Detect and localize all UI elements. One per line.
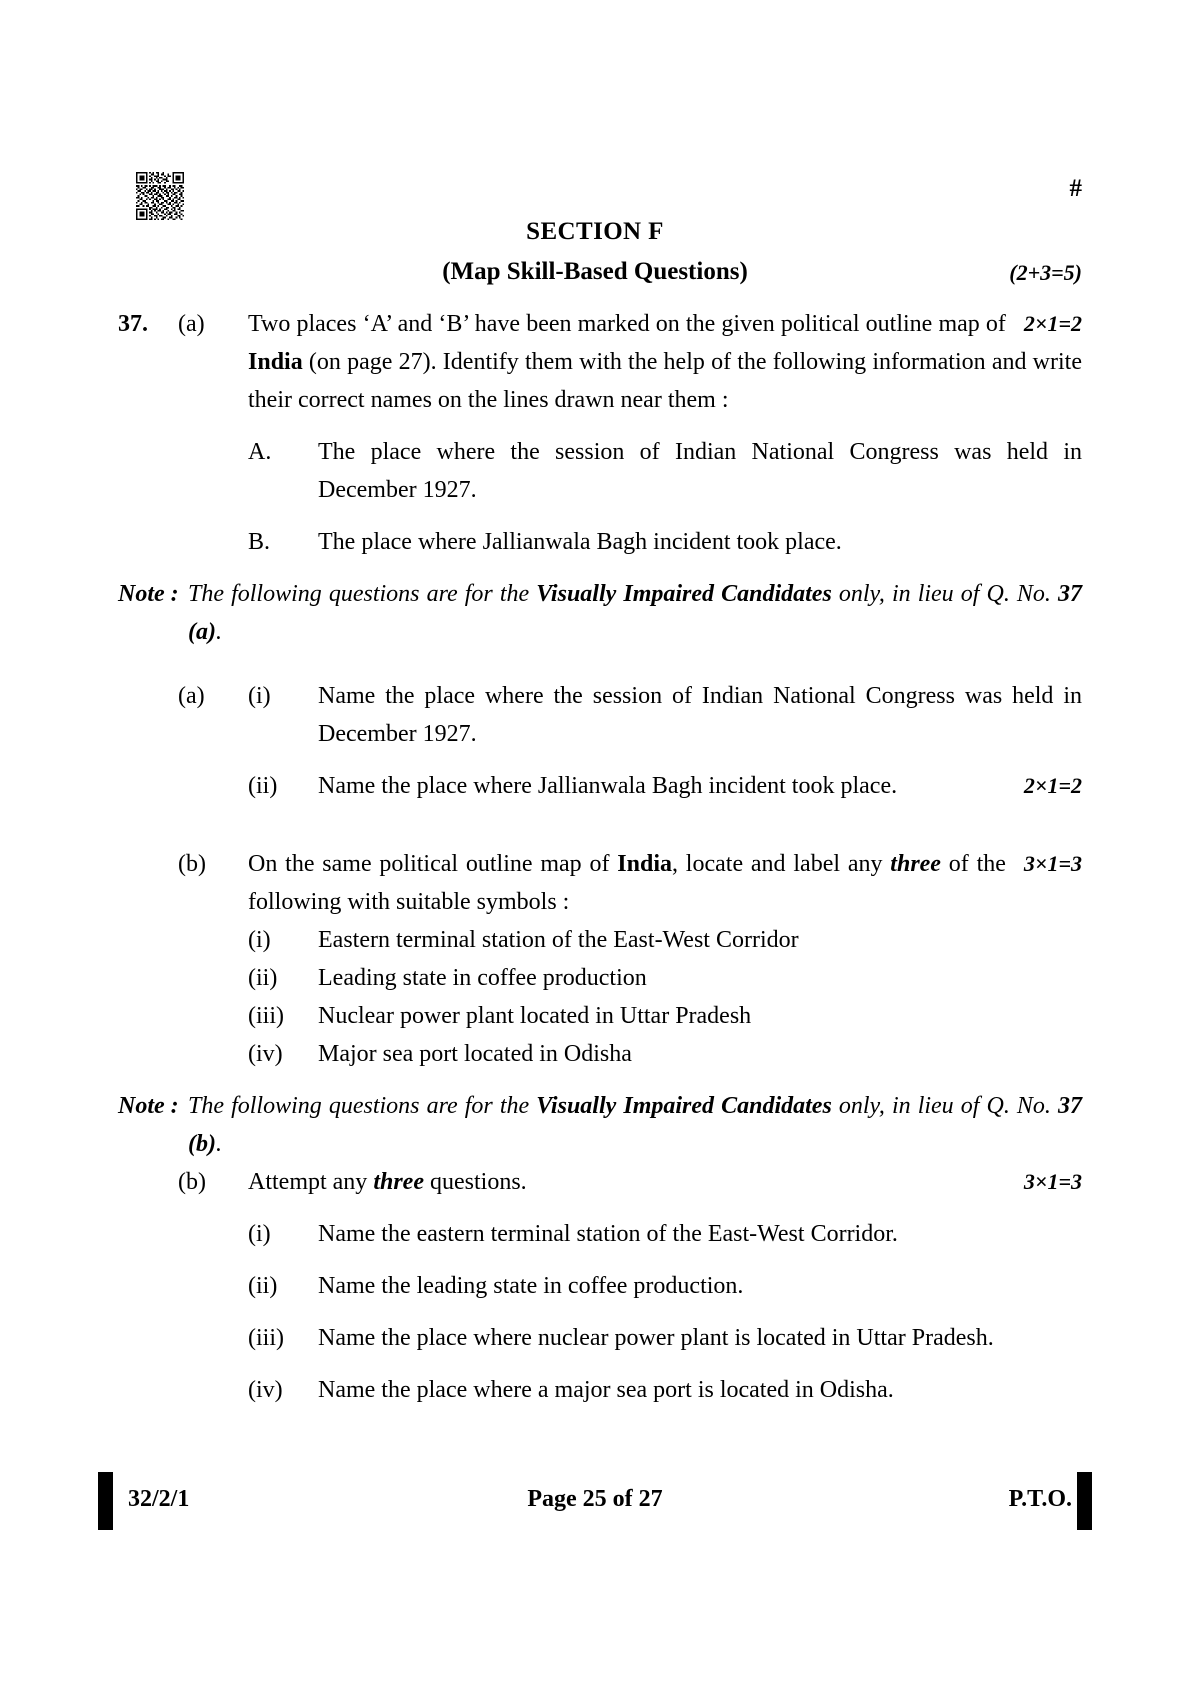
question-37b-item-iii (0, 997, 1190, 1035)
alt-b-item-text-iii: Name the place where nuclear power plant is located in Uttar Pradesh. (318, 1325, 994, 1351)
q37a-text-part1: Two places ‘A’ and ‘B’ have been marked on the given political outline map of (248, 311, 1006, 337)
q37a-text-part2: (on page 27). Identify them with the help of the following information and write their correct names on the lines drawn near them : (248, 349, 1082, 413)
question-37b (0, 845, 1190, 921)
page-number: Page 25 of 27 (527, 1486, 663, 1512)
question-number: 37. (118, 311, 148, 337)
alt-b-label: (b) (178, 1169, 206, 1195)
alt-a-ii-body: Name the place where Jallianwala Bagh incident took place. (318, 773, 898, 799)
note-b-emphasis: Visually Impaired Candidates (536, 1093, 832, 1119)
page-footer (0, 1472, 1190, 1532)
question-content (0, 305, 1190, 1409)
b-item-label-ii: (ii) (248, 965, 278, 991)
alt-b-item-label-ii: (ii) (248, 1273, 278, 1299)
note-b-text2: only, in lieu of Q. No. (831, 1093, 1058, 1119)
note-b-ref: 37 (b) (188, 1093, 1082, 1157)
alt-a-i-label: (i) (248, 683, 271, 709)
question-37 (0, 305, 1190, 419)
note-a-emphasis: Visually Impaired Candidates (536, 581, 832, 607)
alt-question-b-item-iv (0, 1371, 1190, 1409)
b-item-text-ii: Leading state in coffee production (318, 965, 647, 991)
alt-b-heading2: questions. (423, 1169, 527, 1195)
alt-question-a-i (0, 677, 1190, 753)
q37a-india-bold: India (248, 349, 303, 375)
b-item-text-i: Eastern terminal station of the East-West Corridor (318, 927, 799, 953)
question-37a-text (248, 305, 1082, 419)
alt-a-ii-text (318, 767, 1082, 805)
b-item-text-iii: Nuclear power plant located in Uttar Pradesh (318, 1003, 752, 1029)
item-text-A: The place where the session of Indian National Congress was held in December 1927. (318, 439, 1082, 503)
qr-code-icon (136, 172, 184, 220)
alt-a-ii-label: (ii) (248, 773, 278, 799)
b-item-label-i: (i) (248, 927, 271, 953)
b-item-label-iii: (iii) (248, 1003, 284, 1029)
question-37b-text (248, 845, 1082, 921)
question-37b-item-i (0, 921, 1190, 959)
question-37b-marks: 3×1=3 (1023, 851, 1082, 876)
paper-code: 32/2/1 (128, 1486, 190, 1512)
alt-question-a-ii (0, 767, 1190, 805)
note-a-ref: 37 (a) (188, 581, 1082, 645)
alt-a-i-text: Name the place where the session of Indian National Congress was held in December 1927. (318, 683, 1082, 747)
alt-b-item-label-iii: (iii) (248, 1325, 284, 1351)
hash-mark: # (1069, 175, 1082, 202)
question-37a-marks: 2×1=2 (1023, 311, 1082, 336)
section-marks: (2+3=5) (1009, 260, 1082, 285)
question-37a-item-B (0, 523, 1190, 561)
alt-question-b-heading (0, 1163, 1190, 1201)
pto-label: P.T.O. (1008, 1486, 1072, 1512)
alt-b-item-text-iv: Name the place where a major sea port is located in Odisha. (318, 1377, 894, 1403)
alt-b-three-bold: three (373, 1169, 424, 1195)
question-37a-item-A (0, 433, 1190, 509)
question-37b-label: (b) (178, 851, 206, 877)
note-a-text3: . (215, 619, 222, 645)
section-subtitle: (Map Skill-Based Questions) (442, 258, 748, 285)
question-37b-item-ii (0, 959, 1190, 997)
q37b-text3: of the following with suitable symbols : (248, 851, 1006, 915)
alt-b-item-text-ii: Name the leading state in coffee production. (318, 1273, 744, 1299)
alt-b-item-label-iv: (iv) (248, 1377, 283, 1403)
q37b-text2: , locate and label any (671, 851, 891, 877)
note-text-b (188, 1087, 1082, 1163)
question-37b-item-iv (0, 1035, 1190, 1073)
alt-b-marks: 3×1=3 (1023, 1169, 1082, 1194)
note-text-a (188, 575, 1082, 651)
b-item-label-iv: (iv) (248, 1041, 283, 1067)
note-for-37a (0, 575, 1190, 651)
section-title: SECTION F (526, 218, 664, 245)
note-a-text1: The following questions are for the (188, 581, 537, 607)
q37b-india-bold: India (617, 851, 672, 877)
note-b-text1: The following questions are for the (188, 1093, 537, 1119)
alt-b-item-text-i: Name the eastern terminal station of the East-West Corridor. (318, 1221, 898, 1247)
note-label-b: Note : (118, 1093, 179, 1119)
q37b-three-bold: three (890, 851, 941, 877)
note-label-a: Note : (118, 581, 179, 607)
note-b-text3: . (215, 1131, 222, 1157)
alt-a-label: (a) (178, 683, 205, 709)
alt-b-heading-text (248, 1163, 1082, 1201)
alt-a-marks: 2×1=2 (1023, 773, 1082, 798)
note-a-text2: only, in lieu of Q. No. (831, 581, 1058, 607)
note-for-37b (0, 1087, 1190, 1163)
alt-question-b-item-ii (0, 1267, 1190, 1305)
item-label-A: A. (248, 439, 272, 465)
b-item-text-iv: Major sea port located in Odisha (318, 1041, 632, 1067)
alt-b-item-label-i: (i) (248, 1221, 271, 1247)
alt-question-b-item-iii (0, 1319, 1190, 1357)
question-37a-label: (a) (178, 311, 205, 337)
alt-b-heading1: Attempt any (248, 1169, 374, 1195)
item-label-B: B. (248, 529, 271, 555)
item-text-B: The place where Jallianwala Bagh incident took place. (318, 529, 842, 555)
q37b-text1: On the same political outline map of (248, 851, 618, 877)
alt-question-b-item-i (0, 1215, 1190, 1253)
